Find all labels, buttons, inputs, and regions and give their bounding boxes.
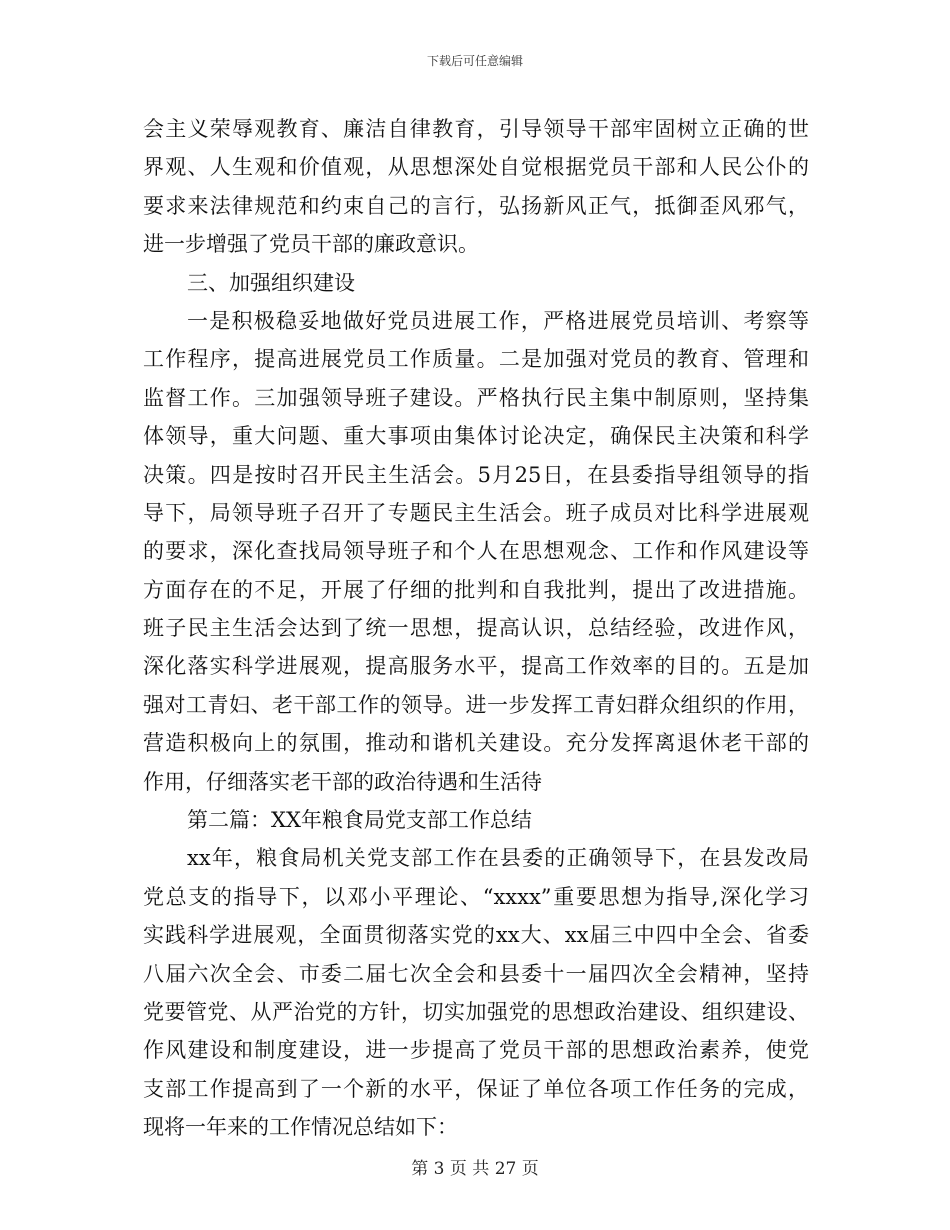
text-line: 班子民主生活会达到了统一思想，提高认识，总结经验，改进作风， bbox=[143, 616, 809, 641]
text-line: 深化落实科学进展观，提高服务水平，提高工作效率的目的。五是加 bbox=[143, 654, 809, 679]
text-line: 会主义荣辱观教育、廉洁自律教育，引导领导干部牢固树立正确的世 bbox=[143, 117, 809, 141]
text-line: 作风建设和制度建设，进一步提高了党员干部的思想政治素养，使党 bbox=[143, 1038, 809, 1063]
text-line: 导下，局领导班子召开了专题民主生活会。班子成员对比科学进展观 bbox=[143, 500, 809, 525]
text-line: 要求来法律规范和约束自己的言行，弘扬新风正气，抵御歪风邪气， bbox=[143, 193, 809, 218]
text-line: 方面存在的不足，开展了仔细的批判和自我批判，提出了改进措施。 bbox=[143, 577, 809, 602]
text-line: 界观、人生观和价值观，从思想深处自觉根据党员干部和人民公仆的 bbox=[143, 155, 809, 180]
text-line: 进一步增强了党员干部的廉政意识。 bbox=[143, 232, 479, 257]
text-line: 强对工青妇、老干部工作的领导。进一步发挥工青妇群众组织的作用， bbox=[143, 692, 809, 717]
text-line: 决策。四是按时召开民主生活会。5月25日，在县委指导组领导的指 bbox=[143, 462, 809, 487]
section-heading: 三、加强组织建设 bbox=[187, 270, 355, 295]
text-line: 的要求，深化查找局领导班子和个人在思想观念、工作和作风建设等 bbox=[143, 539, 809, 564]
text-line: 实践科学进展观，全面贯彻落实党的xx大、xx届三中四中全会、省委 bbox=[143, 923, 809, 948]
text-line: xx年，粮食局机关党支部工作在县委的正确领导下，在县发改局 bbox=[187, 846, 809, 871]
document-body bbox=[143, 110, 809, 1147]
text-line: 党要管党、从严治党的方针，切实加强党的思想政治建设、组织建设、 bbox=[143, 999, 809, 1024]
text-line: 营造积极向上的氛围，推动和谐机关建设。充分发挥离退休老干部的 bbox=[143, 731, 809, 756]
text-line: 作用，仔细落实老干部的政治待遇和生活待 bbox=[143, 769, 542, 794]
text-line: 党总支的指导下，以邓小平理论、“xxxx”重要思想为指导,深化学习 bbox=[143, 884, 809, 909]
text-line: 体领导，重大问题、重大事项由集体讨论决定，确保民主决策和科学 bbox=[143, 424, 809, 449]
page-header: 下载后可任意编辑 bbox=[426, 54, 523, 68]
text-line: 八届六次全会、市委二届七次全会和县委十一届四次全会精神，坚持 bbox=[143, 961, 809, 986]
text-line: 工作程序，提高进展党员工作质量。二是加强对党员的教育、管理和 bbox=[143, 347, 809, 372]
text-line: 一是积极稳妥地做好党员进展工作，严格进展党员培训、考察等 bbox=[187, 308, 809, 333]
page-number: 第 3 页 共 27 页 bbox=[411, 1159, 539, 1179]
text-line: 现将一年来的工作情况总结如下： bbox=[143, 1115, 458, 1140]
text-line: 监督工作。三加强领导班子建设。严格执行民主集中制原则，坚持集 bbox=[143, 385, 809, 410]
section-heading: 第二篇：XX年粮食局党支部工作总结 bbox=[187, 808, 532, 833]
text-line: 支部工作提高到了一个新的水平，保证了单位各项工作任务的完成， bbox=[143, 1076, 809, 1101]
